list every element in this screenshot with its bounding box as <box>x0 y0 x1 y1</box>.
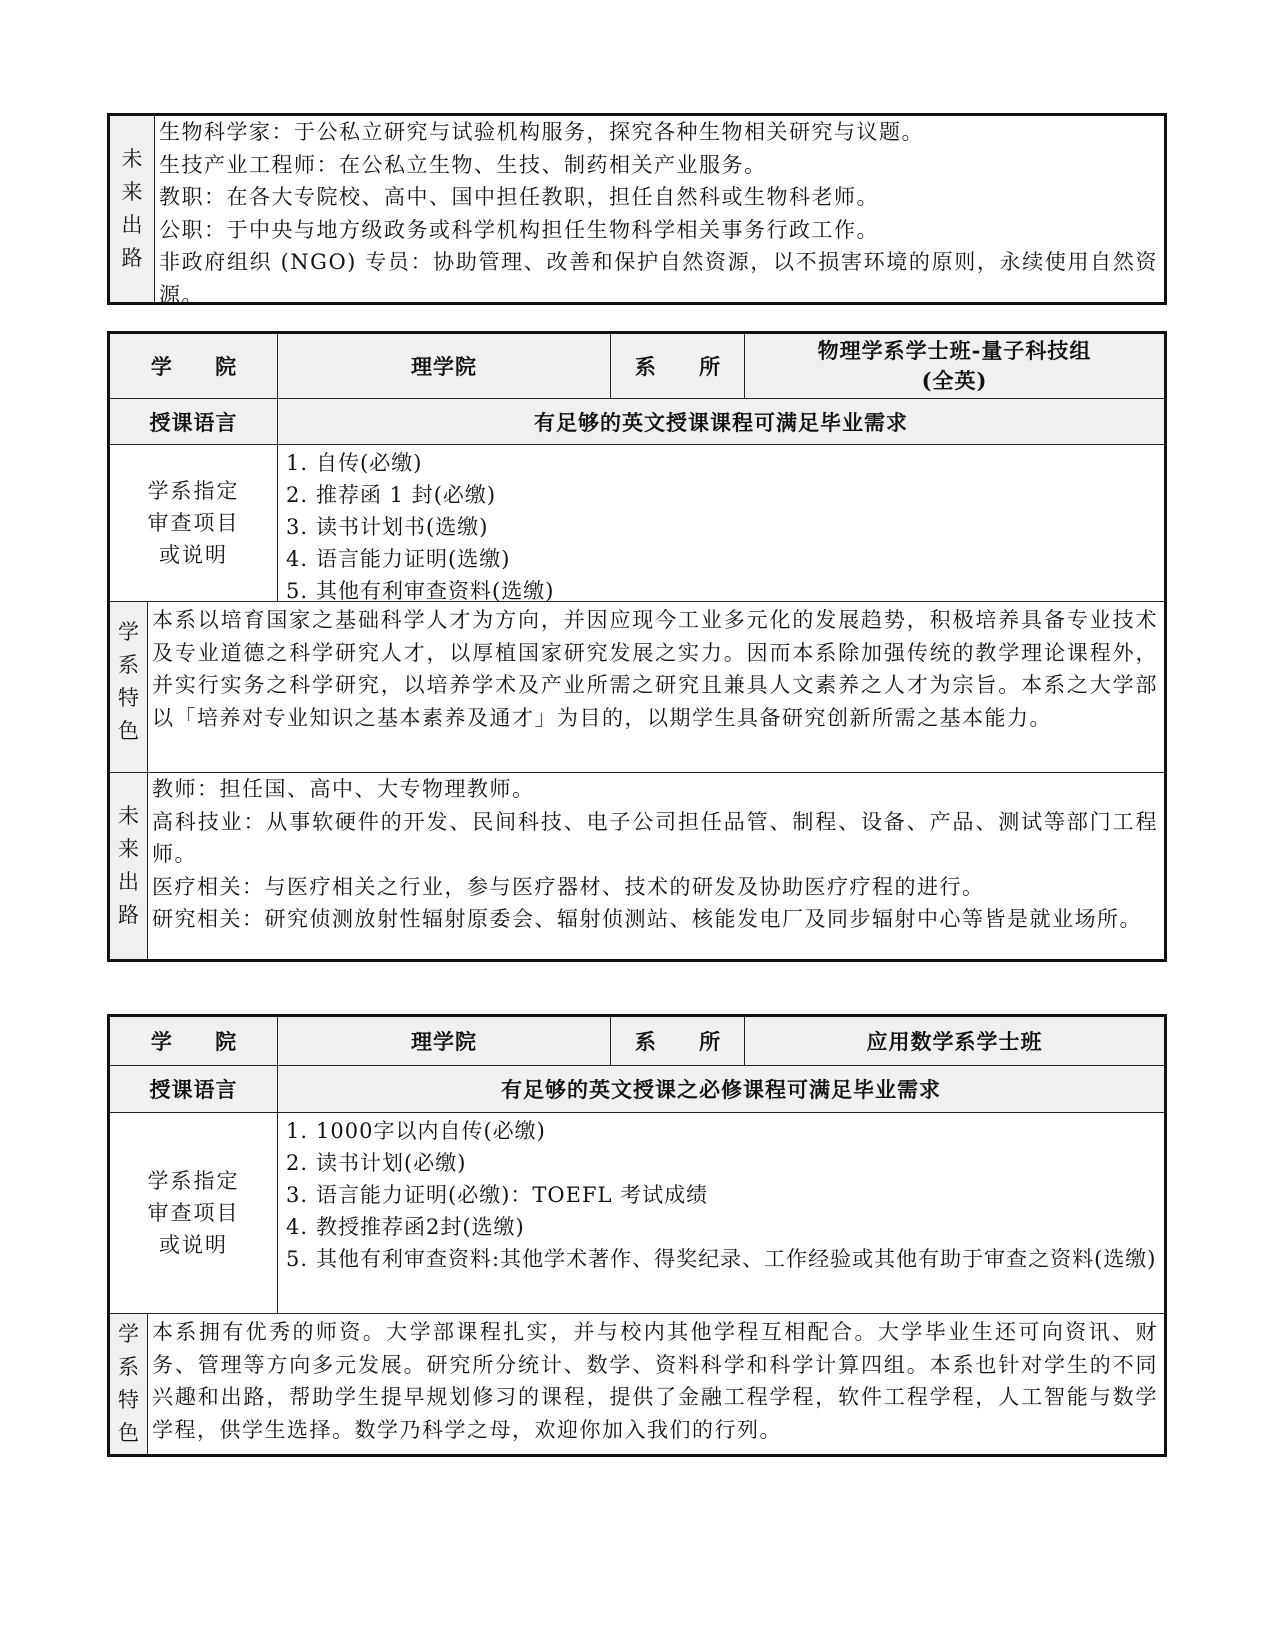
dept-value: 物理学系学士班-量子科技组 (全英) <box>817 338 1092 393</box>
future-career-label: 未 来 出 路 <box>110 773 148 959</box>
list-item: 3. 语言能力证明(必缴)：TOEFL 考试成绩 <box>286 1183 709 1207</box>
list-item: 1. 自传(必缴) <box>286 451 423 475</box>
college-label: 学 院 <box>110 1017 278 1065</box>
dept-feature-text: 本系拥有优秀的师资。大学部课程扎实，并与校内其他学程互相配合。大学毕业生还可向资讯、财务、管理等方向多元发展。研究所分统计、数学、资料科学和科学计算四组。本系也针对学生的不同兴趣和出路，帮助学生提早规划修习的课程，提供了金融工程学程，软件工程学程，人工智能与数学学程，供学生选择。数学乃科学之母，欢迎你加入我们的行列。 <box>152 1320 1158 1442</box>
career-table-biology <box>107 113 1167 305</box>
teaching-language-label: 授课语言 <box>110 399 278 444</box>
list-item: 1. 1000字以内自传(必缴) <box>286 1119 546 1143</box>
future-career-text <box>148 773 1164 959</box>
career-line: 高科技业：从事软硬件的开发、民间科技、电子公司担任品管、制程、设备、产品、测试等部门工程师。 <box>152 809 1158 866</box>
list-item: 2. 读书计划(必缴) <box>286 1151 467 1175</box>
dept-feature-label: 学 系 特 色 <box>110 1314 148 1454</box>
list-item: 4. 语言能力证明(选缴) <box>286 547 511 571</box>
career-line: 非政府组织 (NGO) 专员：协助管理、改善和保护自然资源，以不损害环境的原则，永续使用自然资源。 <box>159 250 1158 307</box>
career-line: 生技产业工程师：在公私立生物、生技、制药相关产业服务。 <box>159 152 767 177</box>
career-line: 教职：在各大专院校、高中、国中担任教职，担任自然科或生物科老师。 <box>159 185 879 209</box>
future-career-text <box>155 116 1164 307</box>
teaching-language-value: 有足够的英文授课之必修课程可满足毕业需求 <box>501 1077 941 1102</box>
career-line: 研究相关：研究侦测放射性辐射原委会、辐射侦测站、核能发电厂及同步辐射中心等皆是就业场所。 <box>152 907 1142 931</box>
future-career-label: 未 来 出 路 <box>110 116 155 302</box>
dept-feature-text: 本系以培育国家之基础科学人才为方向，并因应现今工业多元化的发展趋势，积极培养具备专业技术及专业道德之科学研究人才，以厚植国家研究发展之实力。因而本系除加强传统的教学理论课程外，并实行实务之科学研究，以培养学术及产业所需之研究且兼具人文素养之人才为宗旨。本系之大学部以「培养对专业知识之基本素养及通才」为目的，以期学生具备研究创新所需之基本能力。 <box>152 608 1158 730</box>
list-item: 2. 推荐函 1 封(必缴) <box>286 483 497 507</box>
career-line: 生物科学家：于公私立研究与试验机构服务，探究各种生物相关研究与议题。 <box>159 120 924 144</box>
dept-value: 应用数学系学士班 <box>866 1029 1043 1054</box>
career-line: 公职：于中央与地方级政务或科学机构担任生物科学相关事务行政工作。 <box>159 217 879 242</box>
dept-table-physics <box>107 331 1167 962</box>
career-line: 教师：担任国、高中、大专物理教师。 <box>152 777 535 801</box>
list-item: 4. 教授推荐函2封(选缴) <box>286 1215 525 1239</box>
review-items-label: 学系指定 审查项目 或说明 <box>110 1113 278 1313</box>
list-item: 3. 读书计划书(选缴) <box>286 515 489 539</box>
career-line: 医疗相关：与医疗相关之行业，参与医疗器材、技术的研发及协助医疗疗程的进行。 <box>152 874 985 899</box>
teaching-language-value: 有足够的英文授课课程可满足毕业需求 <box>534 409 908 435</box>
review-items-label: 学系指定 审查项目 或说明 <box>110 445 278 601</box>
review-items-list <box>278 1113 1164 1313</box>
list-item: 5. 其他有利审查资料(选缴) <box>286 579 555 603</box>
review-items-list <box>278 445 1164 601</box>
dept-label: 系 所 <box>611 334 745 398</box>
dept-label: 系 所 <box>611 1017 745 1065</box>
college-label: 学 院 <box>110 334 278 398</box>
college-value: 理学院 <box>278 334 611 398</box>
college-value: 理学院 <box>278 1017 611 1065</box>
dept-feature-label: 学 系 特 色 <box>110 602 148 772</box>
teaching-language-label: 授课语言 <box>110 1066 278 1112</box>
dept-table-applied-math <box>107 1014 1167 1457</box>
list-item: 5. 其他有利审查资料:其他学术著作、得奖纪录、工作经验或其他有助于审查之资料(选缴) <box>286 1247 1157 1271</box>
